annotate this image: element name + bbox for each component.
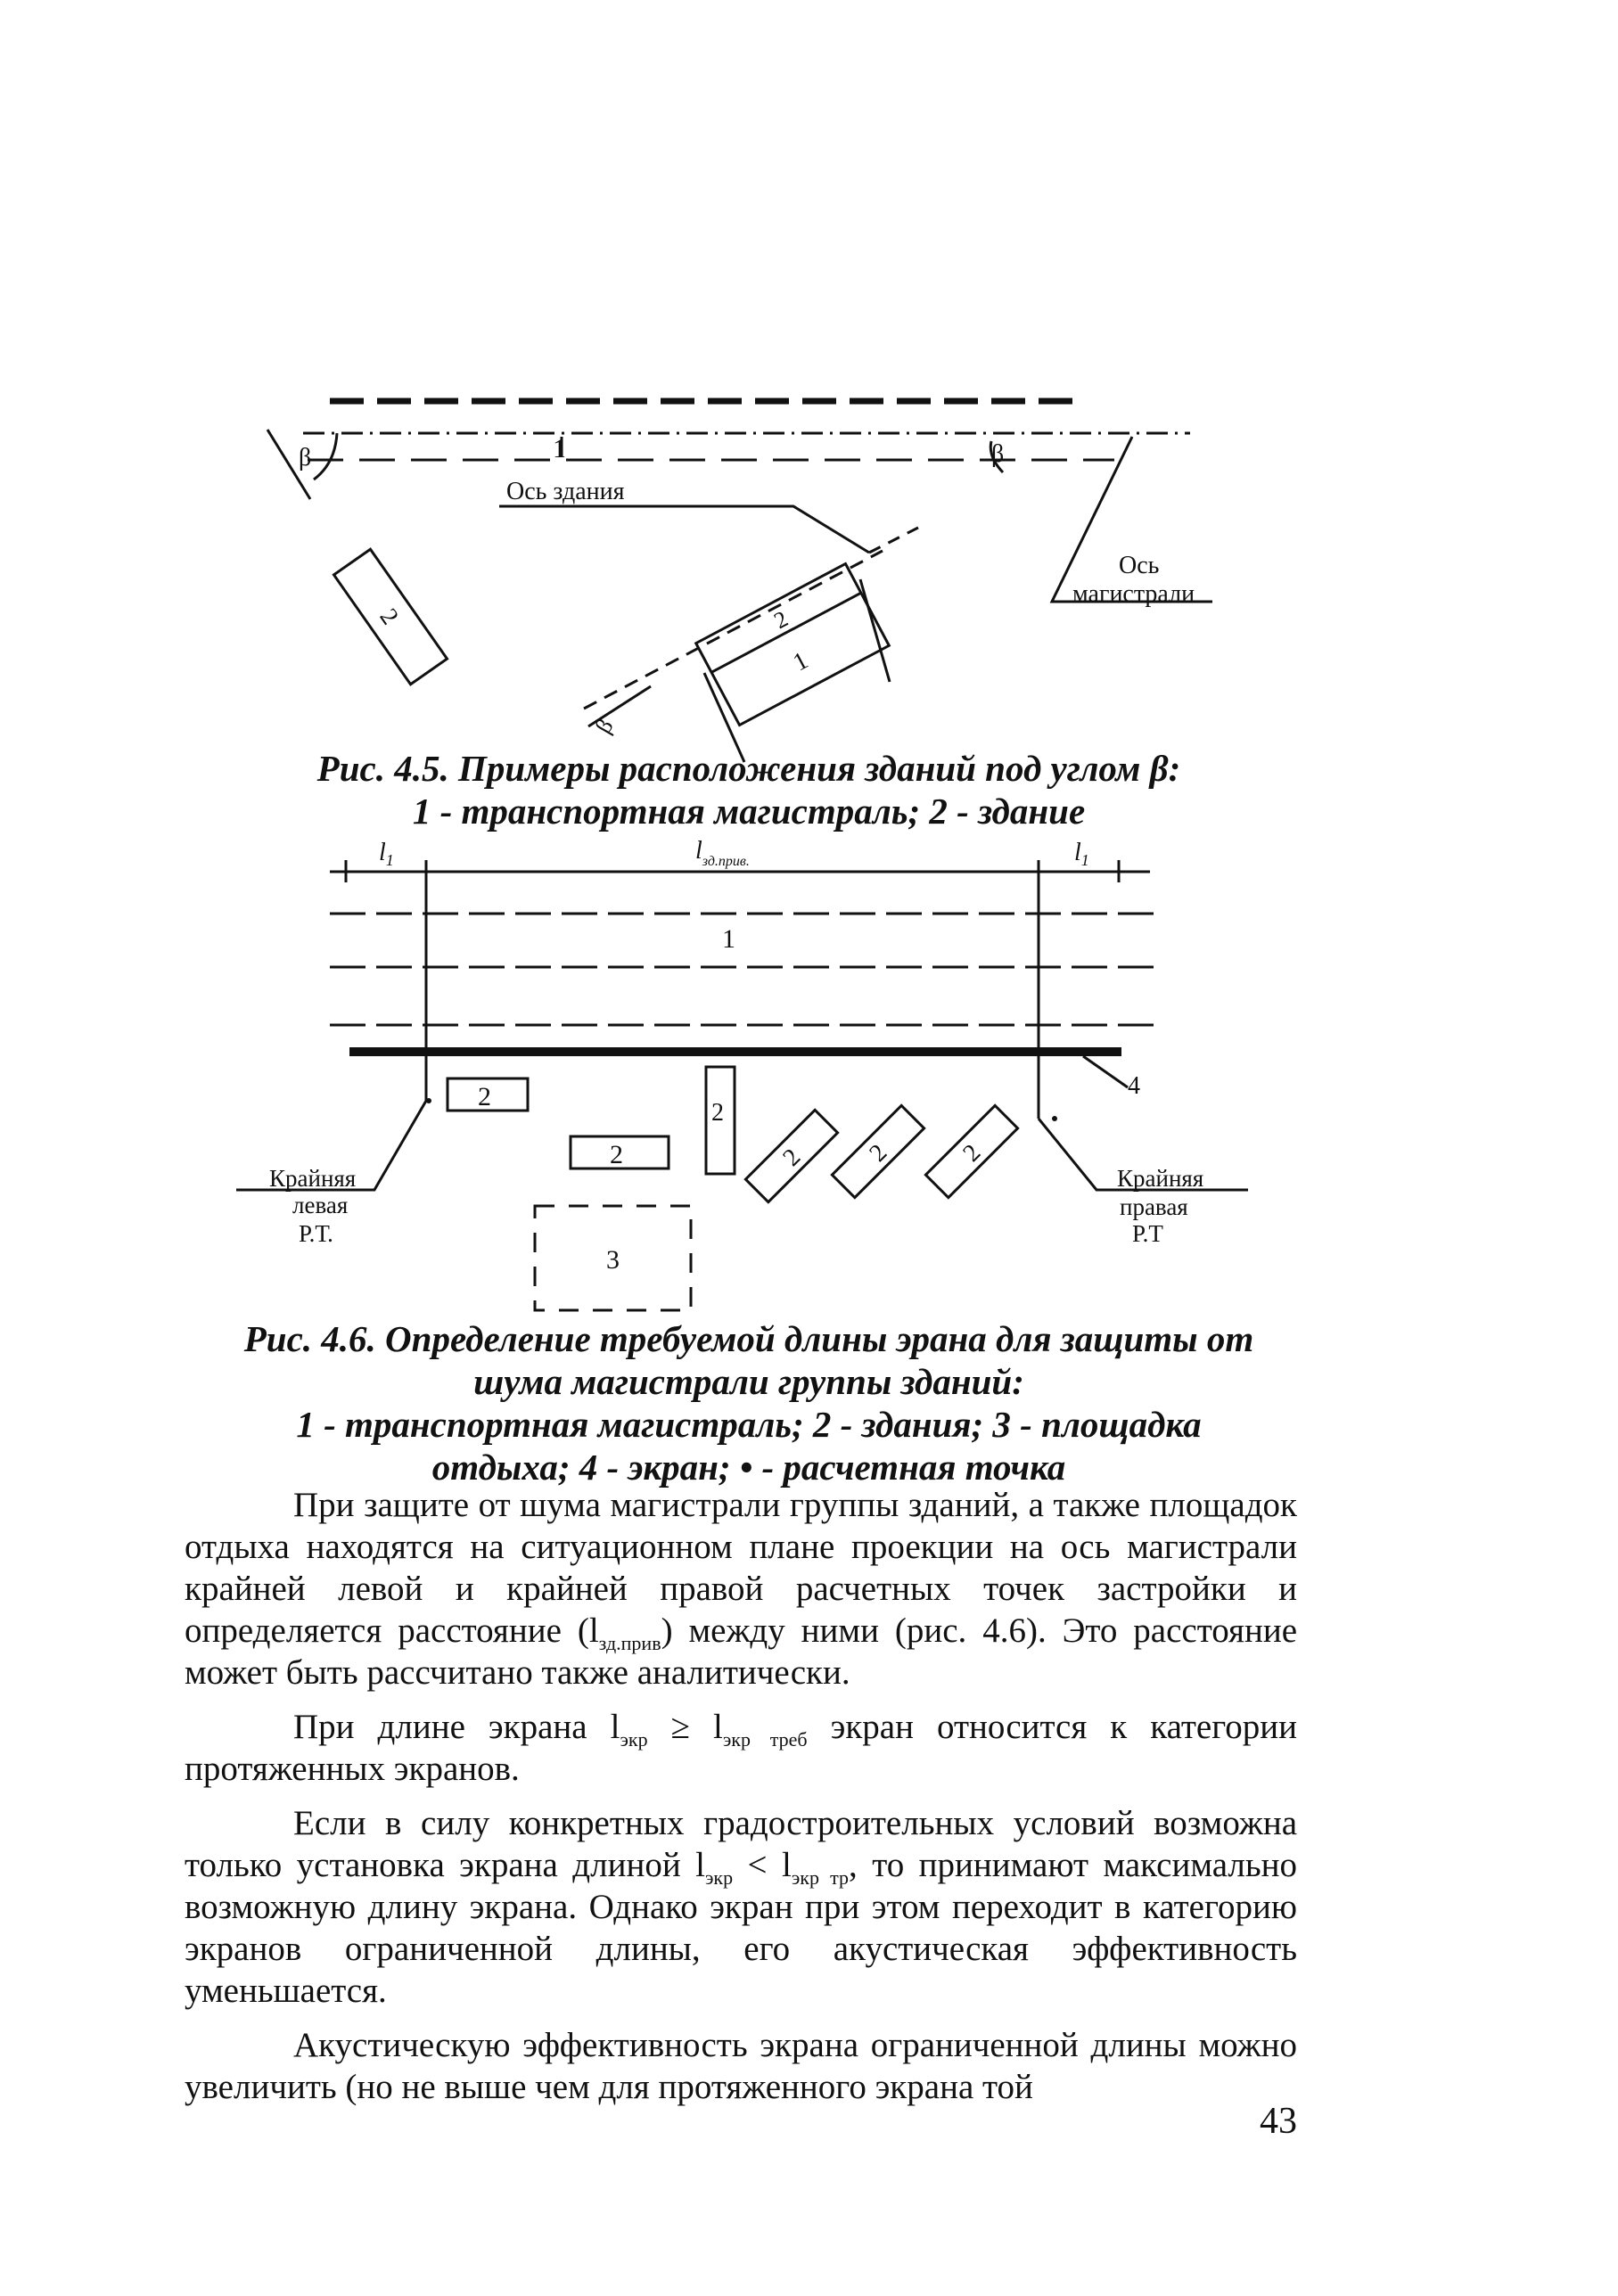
building-2-f	[925, 1105, 1017, 1197]
figure-4-5-diagram	[0, 374, 1618, 749]
noise-screen	[349, 1047, 1121, 1056]
building-2-rotated	[334, 549, 448, 685]
right-point-label-line2: правая	[1120, 1193, 1188, 1220]
svg-text:2: 2	[478, 1082, 491, 1111]
figure-4-5-caption-line2: 1 - транспортная магистраль; 2 - здание	[412, 791, 1086, 832]
svg-text:2: 2	[374, 603, 404, 630]
left-point-label-line3: Р.Т.	[299, 1220, 333, 1247]
beta-label-left: β	[299, 444, 312, 472]
svg-text:2: 2	[777, 1143, 807, 1172]
svg-text:2: 2	[769, 605, 793, 635]
paragraph-4: Акустическую эффективность экрана ограниченной длины можно увеличить (но не выше чем для протяженного экрана той	[185, 2026, 1297, 2106]
road-number: 1	[722, 924, 735, 954]
building-axis-leader	[499, 506, 869, 553]
svg-text:2: 2	[610, 1140, 623, 1169]
paragraph-2: При длине экрана $l_{экр} \ge l_{экр треб}$ экран относится к категории протяженных экранов.	[185, 1708, 1298, 1788]
page-number: 43	[1260, 2101, 1297, 2142]
building-axis-label: Ось здания	[506, 478, 625, 505]
building-1-rotated	[696, 563, 890, 725]
dimension-l1-left: $l_1$	[379, 839, 394, 869]
paragraph-1: При защите от шума магистрали группы зданий, а также площадок отдыха находятся на ситуационном плане проекции на ось магистрали крайней левой и крайней правой расчетных точек застройки и определяется расстояние $(l_{зд.прив})$ между ними (рис. 4.6). Это расстояние может быть рассчитано также аналитически.	[185, 1486, 1298, 1692]
beta-label-bottom: β	[590, 714, 619, 738]
rest-area-number: 3	[606, 1245, 620, 1275]
figure-4-6-caption	[160, 1317, 1337, 1488]
left-point-label-line2: левая	[292, 1192, 349, 1218]
calculation-point-left	[426, 1098, 431, 1103]
road-axis-label-line1: Ось	[1119, 552, 1160, 579]
body-text	[185, 1484, 1297, 2120]
road-axis-label-line2: магистрали	[1072, 580, 1195, 608]
road-number-label: 1	[553, 434, 566, 463]
screen-leader	[1083, 1056, 1128, 1087]
right-point-label-line1: Крайняя	[1117, 1165, 1204, 1192]
svg-text:2: 2	[711, 1099, 724, 1127]
svg-text:2: 2	[957, 1138, 987, 1168]
svg-text:1: 1	[788, 646, 813, 677]
figure-4-5-caption-text: Примеры расположения зданий под углом β:	[457, 748, 1181, 789]
right-point-label-line3: Р.Т	[1132, 1220, 1163, 1247]
left-point-label-line1: Крайняя	[269, 1165, 357, 1192]
figure-4-6-caption-line1: Рис. 4.6. Определение требуемой длины эрана для защиты от	[243, 1318, 1254, 1359]
dimension-l-center: $l_{зд.прив.}$	[695, 837, 750, 869]
building-2-d	[745, 1110, 837, 1201]
figure-4-6-caption-line2: шума магистрали группы зданий:	[473, 1361, 1024, 1402]
figure-4-5-caption-prefix: Рис. 4.5.	[316, 748, 458, 789]
svg-text:2: 2	[864, 1138, 893, 1168]
building-dimension-tick-right	[860, 579, 890, 682]
dimension-l1-right: $l_1$	[1074, 839, 1089, 869]
screen-label: 4	[1128, 1072, 1140, 1100]
beta-label-right: β	[991, 440, 1005, 468]
figure-4-6-caption-line4: отдыха; 4 - экран; • - расчетная точка	[431, 1447, 1066, 1488]
paragraph-3: Если в силу конкретных градостроительных условий возможна только установка экрана длиной $l_{экр} < l_{экр тр}$, то принимают максимально возможную длину экрана. Однако экран при этом переходит в категорию экранов ограниченной длины, его акустическая эффективность уменьшается.	[185, 1804, 1298, 2010]
figure-4-6-caption-line3: 1 - транспортная магистраль; 2 - здания; 3 - площадка	[296, 1404, 1202, 1445]
figure-4-6-diagram	[0, 833, 1618, 1319]
building-axis-extension	[869, 528, 918, 553]
left-angle-arc	[314, 433, 337, 480]
building-2-e	[832, 1105, 924, 1197]
figure-4-5-caption	[160, 747, 1337, 832]
figure-4-5-caption-line1	[160, 747, 1337, 790]
building-dimension-line	[584, 551, 883, 709]
calculation-point-right	[1052, 1116, 1057, 1121]
